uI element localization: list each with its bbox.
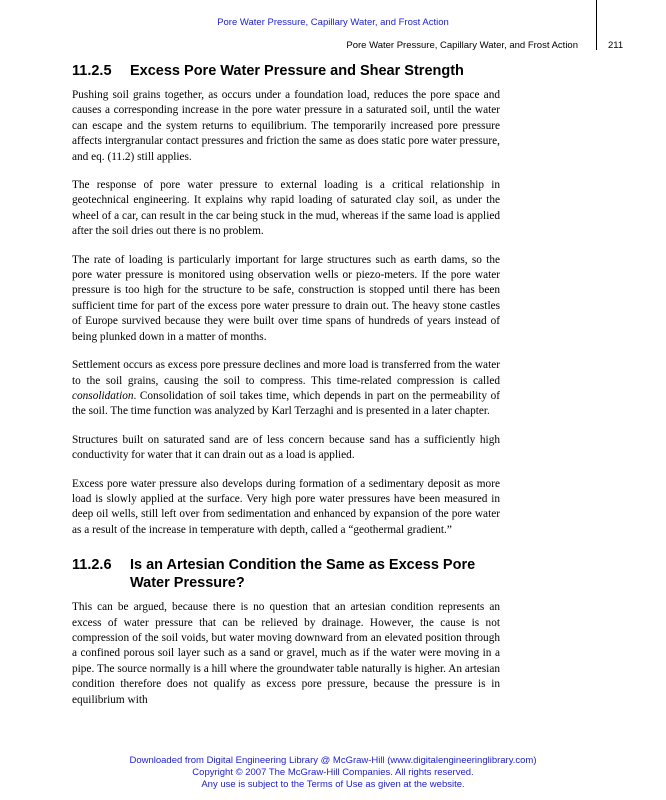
chapter-link[interactable]: Pore Water Pressure, Capillary Water, and Frost Action	[217, 17, 449, 28]
paragraph-4-text-a: Settlement occurs as excess pore pressure declines and more load is transferred from the water to the soil grains, causing the soil to compress. This time-related compression is called	[72, 359, 500, 387]
paragraph-4	[72, 358, 500, 420]
paragraph-6: Excess pore water pressure also develops during formation of a sedimentary deposit as more load is slowly applied at the surface. Very high pore water pressures have been measured in deep oil wells, still left over from sedimentation and enhanced by expansion of the pore water as a result of the increase in temperature with depth, called a “geothermal gradient.”	[72, 477, 500, 536]
section-heading-11-2-6	[72, 556, 500, 592]
section-number: 11.2.5	[72, 63, 112, 79]
paragraph-5: Structures built on saturated sand are of less concern because sand has a sufficiently high conductivity for water that it can drain out as a load is applied.	[72, 433, 500, 462]
section-number: 11.2.6	[72, 557, 112, 574]
section-title: Is an Artesian Condition the Same as Excess Pore Water Pressure?	[130, 557, 476, 592]
header-divider	[596, 0, 597, 50]
page-body	[72, 62, 500, 721]
footer-copyright: Copyright © 2007 The McGraw-Hill Companies. All rights reserved.	[192, 767, 474, 778]
footer-terms[interactable]: Any use is subject to the Terms of Use as given at the website.	[201, 779, 465, 790]
footer	[0, 755, 666, 791]
paragraph-3: The rate of loading is particularly important for large structures such as earth dams, so the pore water pressure is monitored using observation wells or piezo-meters. If the pore water pressure is too high for the structure to be safe, construction is stopped until there has been sufficient time for part of the excess pore water pressure to drain out. The heavy stone castles of Europe survived because they were built over time spans of hundreds of years instead of being plunked down in a matter of months.	[72, 253, 500, 343]
running-head: Pore Water Pressure, Capillary Water, and Frost Action	[346, 40, 578, 51]
section-heading-11-2-5	[72, 62, 500, 80]
term-consolidation: consolidation	[72, 389, 134, 402]
footer-download-link[interactable]: Downloaded from Digital Engineering Library @ McGraw-Hill (www.digitalengineeringlibrary.com)	[129, 755, 537, 766]
paragraph-2: The response of pore water pressure to external loading is a critical relationship in geotechnical engineering. It explains why rapid loading of saturated clay soil, as under the wheel of a car, can result in the car being stuck in the mud, whereas if the same load is applied after the soil dries out there is no problem.	[72, 179, 500, 238]
section-title: Excess Pore Water Pressure and Shear Strength	[130, 63, 464, 79]
paragraph-4-text-b: . Consolidation of soil takes time, which depends in part on the permeability of the soil. The time function was analyzed by Karl Terzaghi and is presented in a later chapter.	[72, 389, 500, 418]
paragraph-1: Pushing soil grains together, as occurs under a foundation load, reduces the pore space and causes a corresponding increase in the pore water pressure in a saturated soil, until the water can escape and the system returns to equilibrium. The temporarily increased pore pressure affects intergranular contact pressures and friction the same as does static pore water pressure, and eq. (11.2) still applies.	[72, 89, 500, 163]
paragraph-7: This can be argued, because there is no question that an artesian condition represents an excess of water pressure that can be relieved by drainage. However, the cause is not compression of the soil voids, but water moving downward from an elevated position through a confined porous soil layer such as a sand or gravel, much as if the water were moving in a pipe. The source normally is a hill where the groundwater table naturally is higher. An artesian condition therefore does not qualify as excess pore pressure, because the pressure is in equilibrium with	[72, 601, 500, 706]
page-number: 211	[608, 40, 624, 51]
